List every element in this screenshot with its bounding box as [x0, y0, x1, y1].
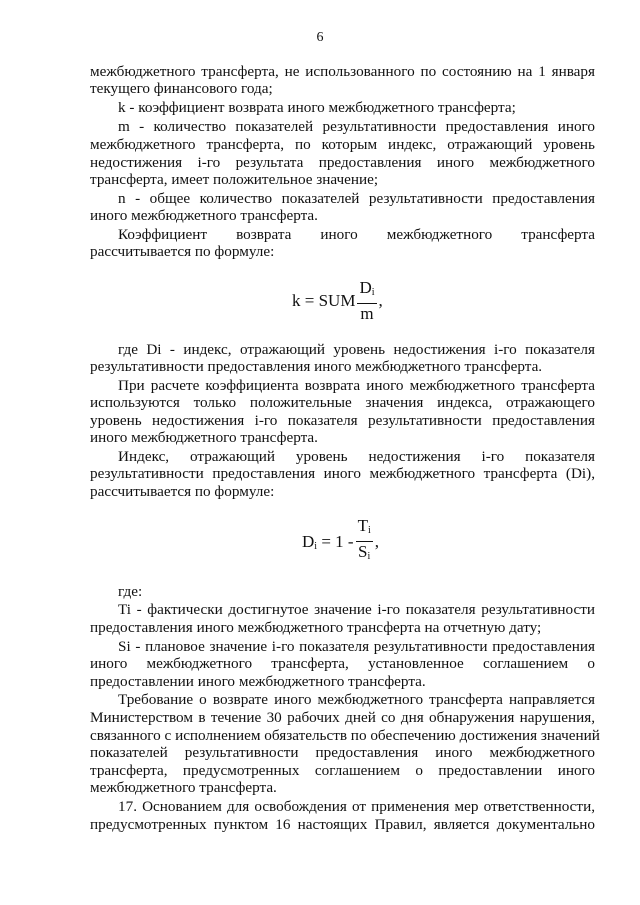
text-line: Индекс, отражающий уровень недостижения i-го показателя [118, 448, 595, 465]
text-line: результативности предоставления иного межбюджетного трансферта (Di), [90, 465, 595, 482]
formula-k-tail: , [378, 291, 383, 310]
text-line: трансферта, предусмотренных соглашением о предоставлении иного [90, 762, 595, 779]
formula-k-lhs: k = SUM [292, 291, 356, 310]
text-line: рассчитывается по формуле: [90, 243, 275, 260]
text-line: показателей результативности предоставления иного межбюджетного [90, 744, 595, 761]
text-line: текущего финансового года; [90, 80, 273, 97]
text-line: 17. Основанием для освобождения от применения мер ответственности, [118, 798, 595, 815]
formula-di-denominator-sub: i [367, 551, 371, 562]
formula-k-denominator: m [360, 304, 374, 323]
text-line: уровень недостижения i-го показателя результативности предоставления [90, 412, 595, 429]
text-line: Коэффициент возврата иного межбюджетного трансферта [118, 226, 595, 243]
formula-k [292, 278, 383, 324]
text-line: где Di - индекс, отражающий уровень недостижения i-го показателя [118, 341, 595, 358]
text-line: иного межбюджетного трансферта. [90, 207, 318, 224]
text-line: иного межбюджетного трансферта. [90, 429, 318, 446]
formula-di-numerator: T [357, 516, 368, 535]
formula-di-denominator: S [358, 542, 368, 561]
text-line: иного межбюджетного трансферта, установленное соглашением о [90, 655, 595, 672]
text-line: межбюджетного трансферта, не использованного по состоянию на 1 января [90, 63, 595, 80]
text-line: Si - плановое значение i-го показателя результативности предоставления [118, 638, 595, 655]
text-line: трансферта, имеет положительное значение; [90, 171, 379, 188]
text-line: Министерством в течение 30 рабочих дней со дня обнаружения нарушения, [90, 709, 595, 726]
text-line: результативности предоставления иного межбюджетного трансферта. [90, 358, 543, 375]
text-line: k - коэффициент возврата иного межбюджетного трансферта; [118, 99, 516, 116]
formula-di-lhs: D [302, 531, 315, 551]
text-line: межбюджетного трансферта. [90, 779, 277, 796]
formula-di-lhs-wrap [302, 532, 317, 552]
formula-k-numerator: D [359, 278, 372, 297]
page-number: 6 [316, 30, 324, 45]
text-line: m - количество показателей результативности предоставления иного [118, 118, 595, 135]
formula-k-fraction [357, 278, 376, 324]
text-line: предоставления иного межбюджетного трансферта на отчетную дату; [90, 619, 542, 636]
formula-di-numerator-sub: i [367, 525, 371, 536]
formula-k-numerator-sub: i [371, 287, 375, 298]
text-line: межбюджетного трансферта, по которым индекс, отражающий уровень [90, 136, 595, 153]
text-line: рассчитывается по формуле: [90, 483, 275, 500]
text-line: используются только положительные значения индекса, отражающего [90, 394, 595, 411]
text-line: где: [118, 583, 143, 600]
formula-di-eq: = 1 - [317, 531, 354, 551]
text-line: n - общее количество показателей результативности предоставления [118, 190, 595, 207]
formula-di-lhs-sub: i [314, 540, 318, 552]
text-line: При расчете коэффициента возврата иного межбюджетного трансферта [118, 377, 595, 394]
formula-di-tail: , [374, 531, 379, 551]
text-line: недостижения i-го результата предоставления иного межбюджетного [90, 154, 595, 171]
text-line: предоставлении иного межбюджетного трансферта. [90, 673, 426, 690]
text-line: связанного с исполнением обязательств по обеспечению достижения значений [90, 727, 600, 744]
text-line: предусмотренных пунктом 16 настоящих Правил, является документально [90, 816, 595, 833]
formula-di-fraction [356, 516, 373, 567]
formula-di [302, 516, 379, 567]
text-line: Ti - фактически достигнутое значение i-го показателя результативности [118, 601, 595, 618]
text-line: Требование о возврате иного межбюджетного трансферта направляется [118, 691, 595, 708]
